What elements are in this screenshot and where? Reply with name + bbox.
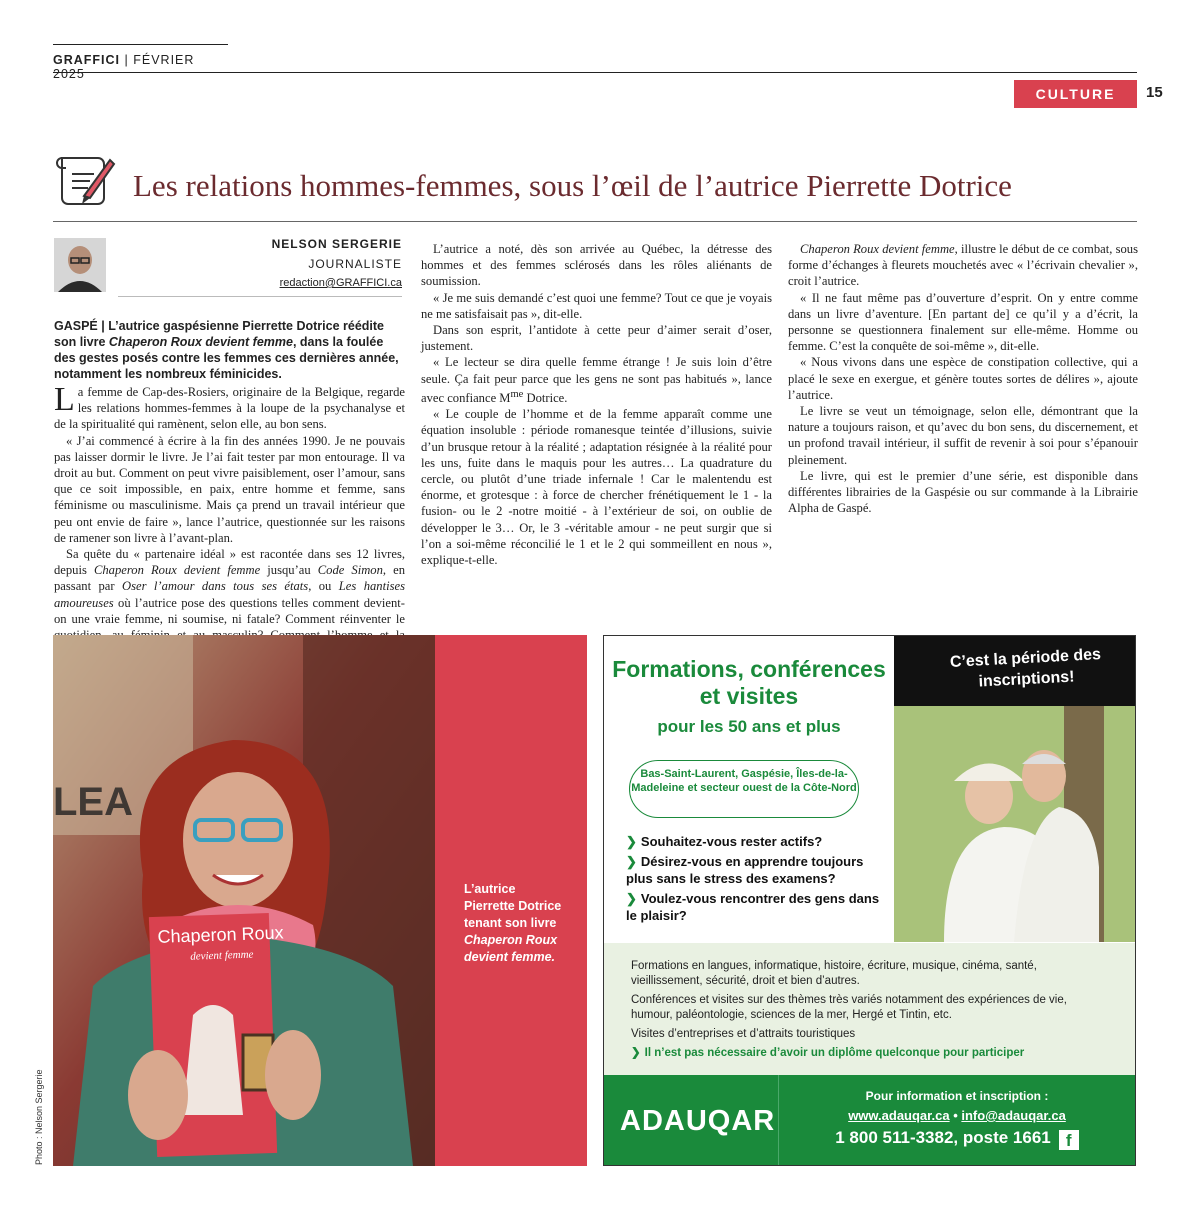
email-link[interactable]: info@adauqar.ca — [961, 1108, 1066, 1123]
photo-credit: Photo : Nelson Sergerie — [34, 1069, 44, 1165]
paragraph-13: Le livre, qui est le premier d’une série, est disponible dans différentes librairies de la Gaspésie ou sur commande à la Librairie Alpha de Gaspé. — [788, 468, 1138, 516]
ad-contact-label: Pour information et inscription : — [865, 1089, 1049, 1103]
paragraph-9 — [788, 241, 1138, 290]
paragraph-5: « Je me suis demandé c’est quoi une femme? Tout ce que je voyais ne me satisfaisait pas », dit-elle. — [421, 290, 772, 321]
paragraph-4: L’autrice a noté, dès son arrivée au Québec, la détresse des hommes et des femmes sclérosés dans les rôles aliénants de soumission. — [421, 242, 772, 289]
ad-info-formations: Formations en langues, informatique, histoire, écriture, musique, cinéma, santé, vieillissement, sécurité, droit et bien d’autres. — [631, 960, 1037, 987]
paragraph-11: « Nous vivons dans une espèce de constipation collective, qui a placé le sexe en exergue, et génère toutes sortes de délires », ajoute l’autrice. — [788, 355, 1138, 402]
chevron-right-icon: ❯ — [626, 854, 637, 869]
ad-question-text: Souhaitez-vous rester actifs? — [640, 834, 823, 849]
p3-title-1: Chaperon Roux devient femme — [93, 563, 261, 578]
p3-text-d: , ou — [308, 579, 339, 594]
paragraph-7 — [421, 354, 772, 406]
paragraph-6: Dans son esprit, l’antidote à cette peur d’aimer serait d’oser, justement. — [421, 323, 772, 354]
lead-text-start: L’autrice gaspésienne Pierrette Dotrice réédite son livre — [54, 319, 385, 349]
ad-subtitle: pour les 50 ans et plus — [657, 717, 841, 736]
article-headline: Les relations hommes-femmes, sous l’œil de l’autrice Pierrette Dotrice — [133, 168, 1012, 203]
logo-text: ADAUQAR — [620, 1105, 776, 1137]
p3-title-3: Oser l’amour dans tous ses états — [122, 579, 309, 594]
p9-title: Chaperon Roux devient femme — [800, 242, 955, 256]
section-label: CULTURE — [1014, 80, 1137, 108]
issue-date: FÉVRIER 2025 — [53, 53, 195, 81]
top-rule — [53, 72, 1137, 73]
p7-text-a: « Le lecteur se dira quelle femme étrange ! Je suis loin d’être seule. Ça fait peur parce que les gens ne sont pas habitués », lance avec confiance M — [421, 355, 772, 406]
paragraph-12: Le livre se veut un témoignage, selon elle, démontrant que la nature a toujours raison, et qu’avec du bon sens, du discernement, et un profond travail intérieur, il suffit de revenir à soi pour s’épanouir pleinement. — [788, 404, 1138, 467]
chevron-right-icon: ❯ — [626, 834, 637, 849]
lead-location: GASPÉ | — [54, 319, 105, 333]
wall-lettering: LEA — [53, 780, 133, 824]
book-subtitle-text: devient femme — [190, 948, 254, 963]
author-photo — [53, 635, 435, 1166]
masthead — [53, 44, 228, 81]
article-column-3 — [788, 241, 1138, 516]
p7-text-b: Dotrice. — [523, 391, 568, 406]
ad-footer — [604, 1075, 1135, 1166]
ad-title: Formations, conférences et visites — [612, 656, 886, 709]
ad-question-item — [626, 890, 886, 924]
caption-book-title: Chaperon Roux devient femme. — [464, 933, 558, 964]
p3-title-2: Code Simon — [317, 563, 383, 578]
website-link[interactable]: www.adauqar.ca — [848, 1108, 950, 1123]
photo-caption — [464, 881, 569, 966]
masthead-separator: | — [124, 53, 134, 67]
p9-text: , illustre le début de ce combat, sous forme d’échanges à fleurets mouchetés avec « l’écrivain chevalier », croit l’autrice. — [788, 242, 1138, 289]
phone-number: 1 800 511-3382, poste 1661 — [835, 1128, 1051, 1147]
adauqar-logo — [604, 1075, 779, 1166]
adauqar-ad[interactable] — [603, 635, 1136, 1166]
paragraph-1 — [54, 381, 405, 433]
chevron-right-icon: ❯ — [631, 1047, 641, 1059]
scroll-quill-icon — [54, 148, 118, 212]
p3-text-b: jusqu’au — [260, 563, 318, 578]
lead-book-title: Chaperon Roux devient femme — [108, 335, 293, 349]
author-name: NELSON SERGERIE — [271, 237, 402, 251]
ad-info-conferences: Conférences et visites sur des thèmes très variés notamment des expériences de vie, humour, paléontologie, sciences de la mer, Hergé et Tintin, etc. — [631, 994, 1067, 1021]
p3-text-e: où l’autrice pose des questions telles comment devient-on une vraie femme, ni soumise, ni fatale? Comment réinventer le — [54, 595, 405, 626]
p3-title-4: Les hantises amoureuses — [54, 579, 405, 610]
ad-questions — [626, 833, 886, 927]
paragraph-8: « Le couple de l’homme et de la femme apparaît comme une équation insoluble : période romanesque teintée d’illusions, suivie d’un brusque retour à la réalité ; adaptation résignée à la réalité pour les uns, fuite dans le maquis pour les autres… La quadrature du cercle, ou plutôt d’une triade infernale ! Car le malentendu est énorme, et grotesque : à force de chercher frénétiquement le 1 - la fusion- ou le 2 -notre moitié - à l’extérieur de soi, on oublie de développer le 3… Or, le 3 -véritable amour - ne peut surgir que si l’on a soi-même réconcilié le 1 et le 2 qui sommeillent en nous », explique-t-elle. — [421, 407, 772, 568]
caption-text: L’autrice Pierrette Dotrice tenant son livre — [464, 882, 562, 930]
lead-text-end: , dans la foulée des gestes posés contre les femmes ces dernières année, notamment les nombreux féminicides. — [54, 335, 399, 381]
ad-banner-text: C’est la période des inscriptions! — [949, 646, 1102, 691]
author-avatar — [54, 238, 106, 292]
ad-seniors-photo — [894, 706, 1136, 942]
ad-question-item — [626, 853, 886, 887]
facebook-icon[interactable]: f — [1059, 1130, 1079, 1150]
publication-name: GRAFFICI — [53, 53, 121, 67]
ad-note-text: Il n’est pas nécessaire d’avoir un diplôme quelconque pour participer — [644, 1047, 1025, 1059]
author-email-link[interactable]: redaction@GRAFFICI.ca — [279, 277, 402, 289]
drop-cap: L — [54, 381, 75, 418]
ad-question-item — [626, 833, 886, 850]
title-rule — [53, 221, 1137, 222]
ad-contact-links — [779, 1108, 1135, 1123]
paragraph-2: « J’ai commencé à écrire à la fin des années 1990. Je ne pouvais pas laisser dormir le livre. Je l’ai fait tester par mon entourage. Il va droit au but. Comment on peut vivre paisiblement, oser l’amour, sans que ce soit impossible, en paix, entre homme et femme, sans féminisme ou masculinisme. Mais ça prend un travail intérieur que peu ont envie de faire », lance l’autrice, questionnée sur les raisons de ramener son livre à l’avant-plan. — [54, 433, 405, 545]
author-role: JOURNALISTE — [308, 257, 402, 271]
paragraph-10: « Il ne faut même pas d’ouverture d’esprit. On y entre comme dans un livre d’aventure. [En partant de] ce qu’il y a d’écrit, la personne se questionnera finalement sur elle-même. Homme ou femme. C’est la conquête de soi-même », dit-elle. — [788, 290, 1138, 354]
page-number: 15 — [1146, 84, 1163, 101]
link-separator: • — [949, 1108, 962, 1123]
p7-superscript: me — [510, 388, 524, 400]
paragraph-1-text: a femme de Cap-des-Rosiers, originaire de la Belgique, regarde les relations hommes-femmes à la loupe de la psychanalyse et de la spiritualité qui ramènent, selon elle, au bon sens. — [54, 385, 405, 432]
article-lead — [54, 318, 405, 382]
ad-question-text: Désirez-vous en apprendre toujours plus sans le stress des examens? — [626, 854, 864, 886]
chevron-right-icon: ❯ — [626, 891, 637, 906]
ad-info-visits: Visites d’entreprises et d’attraits touristiques — [631, 1028, 856, 1040]
ad-note — [631, 1046, 1101, 1061]
article-column-2 — [421, 241, 772, 568]
p3-text-a: Sa quête du « partenaire idéal » est racontée dans ses 12 livres, depuis — [54, 547, 405, 578]
ad-region-badge: Bas-Saint-Laurent, Gaspésie, Îles-de-la-Madeleine et secteur ouest de la Côte-Nord — [629, 760, 859, 818]
ad-info-panel — [604, 943, 1135, 1075]
ad-question-text: Voulez-vous rencontrer des gens dans le plaisir? — [626, 891, 880, 923]
ad-phone — [779, 1128, 1135, 1150]
p3-text-c: , en passant par — [54, 563, 406, 594]
book-title-text: Chaperon Roux — [157, 922, 284, 947]
byline-rule — [118, 296, 402, 297]
